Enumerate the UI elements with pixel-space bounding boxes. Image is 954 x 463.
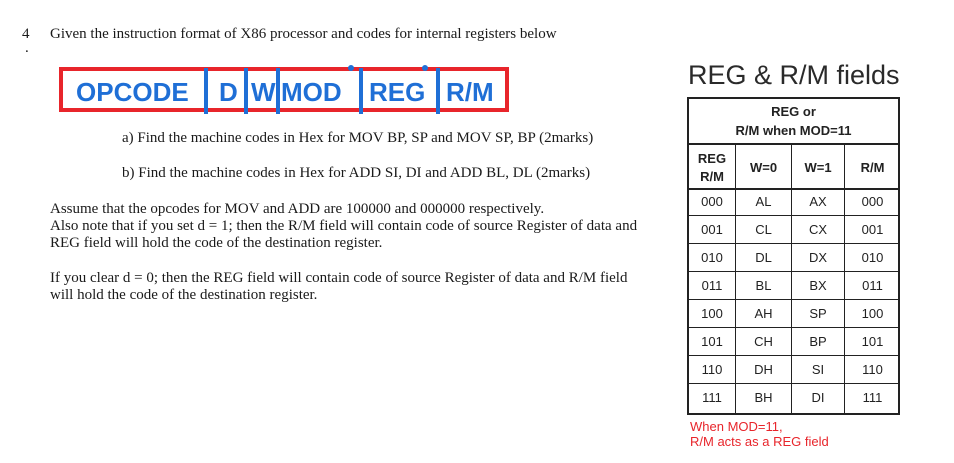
table-cell: 000 (701, 194, 723, 209)
table-cell: CH (754, 334, 773, 349)
field-dot-marker (348, 65, 354, 71)
table-cell: DL (755, 250, 772, 265)
reg-table-header-line1: REG or (771, 104, 816, 119)
table-row (689, 246, 898, 272)
table-cell: 100 (701, 306, 723, 321)
table-cell: 010 (701, 250, 723, 265)
table-cell: 100 (861, 306, 884, 321)
table-cell: DI (811, 390, 825, 405)
field-separator (359, 68, 363, 114)
table-cell: 101 (861, 334, 884, 349)
field-w: W (251, 77, 276, 107)
col-header-rm-sub: R/M (700, 169, 724, 184)
table-cell: 111 (702, 390, 722, 405)
field-mod: MOD (281, 77, 342, 107)
col-header-reg: REG (697, 151, 727, 166)
reg-table-header (689, 99, 898, 145)
table-cell: BH (754, 390, 773, 405)
field-opcode: OPCODE (76, 77, 189, 107)
table-cell: 001 (701, 222, 723, 237)
paragraph-line: If you clear d = 0; then the REG field will contain code of source Register of data and R/M field (50, 270, 628, 286)
field-separator (244, 68, 248, 114)
table-row (689, 190, 898, 216)
table-cell: 111 (862, 390, 883, 405)
paragraph-line: Also note that if you set d = 1; then the R/M field will contain code of source Register of data and (50, 218, 638, 234)
field-separator (276, 68, 280, 114)
question-number: 4 (22, 26, 30, 42)
field-reg: REG (369, 77, 426, 107)
reg-table-header-line2: R/M when MOD=11 (735, 123, 852, 138)
question-text: Given the instruction format of X86 processor and codes for internal registers below (50, 26, 557, 42)
paragraph-line: REG field will hold the code of the destination register. (50, 235, 383, 251)
question-dot: . (25, 40, 29, 56)
col-header-rm: R/M (860, 160, 885, 175)
table-cell: DX (808, 250, 828, 265)
table-cell: 011 (862, 278, 883, 293)
table-cell: CX (808, 222, 828, 237)
col-header-w1: W=1 (804, 160, 832, 175)
instruction-format-box (59, 67, 509, 112)
table-cell: AX (809, 194, 827, 209)
field-separator (204, 68, 208, 114)
table-row (689, 330, 898, 356)
table-cell: 110 (701, 362, 723, 377)
field-separator (436, 68, 440, 114)
table-cell: AH (754, 306, 773, 321)
col-header-w0: W=0 (749, 160, 778, 175)
reg-table-title: REG & R/M fields (688, 60, 900, 90)
paragraph-line: will hold the code of the destination register. (50, 287, 318, 303)
table-cell: BX (809, 278, 827, 293)
reg-table (687, 97, 900, 415)
table-cell: 001 (861, 222, 884, 237)
table-cell: 101 (701, 334, 723, 349)
table-row (689, 302, 898, 328)
reg-table-body (689, 190, 898, 415)
table-row (689, 358, 898, 384)
subquestion-a: a) Find the machine codes in Hex for MOV BP, SP and MOV SP, BP (2marks) (122, 130, 594, 146)
table-cell: 011 (701, 278, 723, 293)
table-cell: DH (754, 362, 773, 377)
reg-table-column-headers (689, 145, 898, 190)
table-cell: SP (809, 306, 827, 321)
note-line: When MOD=11, (690, 419, 783, 434)
table-row (689, 218, 898, 244)
table-cell: BL (755, 278, 772, 293)
table-cell: 110 (862, 362, 883, 377)
table-cell: AL (755, 194, 772, 209)
table-cell: 000 (861, 194, 884, 209)
table-cell: 010 (861, 250, 884, 265)
field-d: D (219, 77, 238, 107)
table-cell: CL (755, 222, 772, 237)
table-row (689, 274, 898, 300)
subquestion-b: b) Find the machine codes in Hex for ADD SI, DI and ADD BL, DL (2marks) (122, 165, 591, 181)
field-rm: R/M (446, 77, 494, 107)
reg-table-note (690, 419, 829, 449)
table-cell: BP (809, 334, 827, 349)
field-dot-marker (422, 65, 428, 71)
paragraph-line: Assume that the opcodes for MOV and ADD are 100000 and 000000 respectively. (50, 201, 545, 217)
table-cell: SI (811, 362, 825, 377)
note-line: R/M acts as a REG field (690, 434, 829, 449)
table-row (689, 386, 898, 412)
